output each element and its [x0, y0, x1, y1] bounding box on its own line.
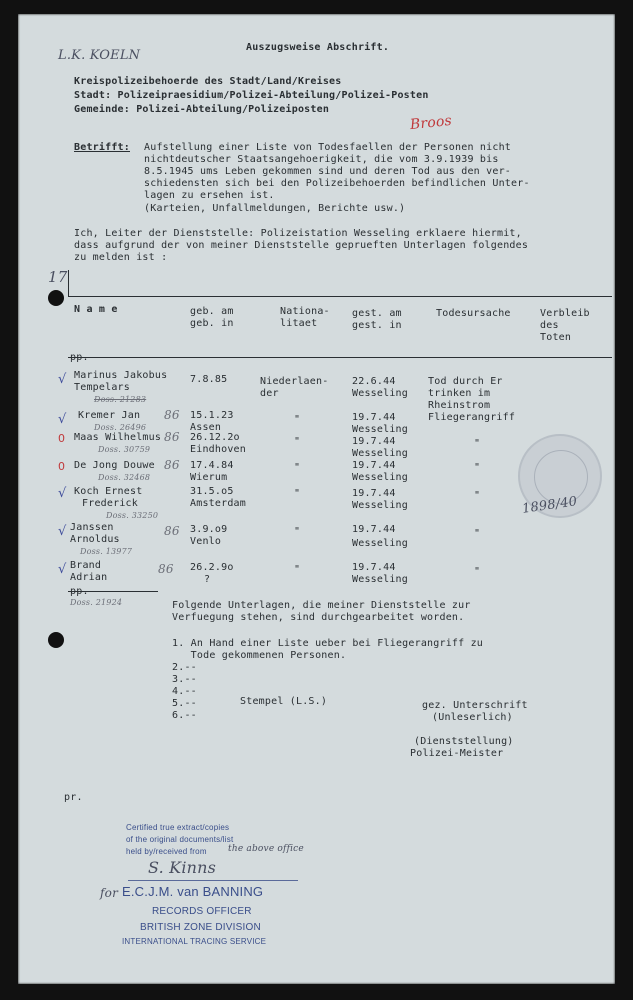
- red-note: Broos: [409, 112, 453, 134]
- intro-line-3: zu melden ist :: [74, 252, 168, 263]
- col-died-2: gest. in: [352, 320, 402, 331]
- row-6-death-place: Wesseling: [352, 538, 408, 549]
- intro-line-1: Ich, Leiter der Dienststelle: Polizeistation Wesseling erklaere hiermit,: [74, 228, 522, 239]
- betrifft-line-3: 8.5.1945 ums Leben gekommen sind und deren Tod aus den ver-: [144, 166, 512, 177]
- row-3-pencil: Doss. 30759: [98, 445, 151, 454]
- signature-scrawl: S. Kinns: [148, 858, 217, 877]
- betrifft-label: Betrifft:: [74, 142, 130, 153]
- row-5-mark: √: [58, 486, 67, 501]
- row-7-mark: √: [58, 562, 67, 577]
- col-name: N a m e: [74, 304, 118, 315]
- row-3-name-1: Maas Wilhelmus: [74, 432, 162, 443]
- signatory-org: INTERNATIONAL TRACING SERVICE: [122, 937, 267, 946]
- archive-number: 1898/40: [521, 494, 579, 517]
- table-bottom-rule: [68, 591, 158, 592]
- doc-list-1: 1. An Hand einer Liste ueber bei Fliegerangriff zu: [172, 638, 484, 649]
- table-left-rule: [68, 270, 69, 296]
- row-2-mark: √: [58, 412, 67, 427]
- col-cause: Todesursache: [436, 308, 511, 319]
- row-4-born-date: 17.4.84: [190, 460, 234, 471]
- signatory-name: E.C.J.M. van BANNING: [122, 884, 264, 899]
- row-5-name-2: Frederick: [82, 498, 138, 509]
- row-1-cause-1: Tod durch Er: [428, 376, 503, 387]
- row-4-mark: 0: [58, 460, 65, 473]
- row-7-note: 86: [158, 562, 174, 576]
- documents-line-1: Folgende Unterlagen, die meiner Dienststelle zur: [172, 600, 471, 611]
- row-7-death-date: 19.7.44: [352, 562, 396, 573]
- documents-line-2: Verfuegung stehen, sind durchgearbeitet worden.: [172, 612, 465, 623]
- signatory-division: BRITISH ZONE DIVISION: [140, 922, 261, 933]
- row-2-name-1: Kremer Jan: [78, 410, 141, 421]
- office-label: (Dienststellung): [414, 736, 514, 747]
- row-6-note: 86: [164, 524, 180, 538]
- row-7-name-2: Adrian: [70, 572, 108, 583]
- row-3-death-place: Wesseling: [352, 448, 408, 459]
- certified-line-1: Certified true extract/copies: [126, 823, 230, 832]
- col-born-2: geb. in: [190, 318, 234, 329]
- row-3-nation: ": [294, 436, 301, 447]
- document-title: Auszugsweise Abschrift.: [246, 42, 390, 53]
- row-3-cause: ": [474, 438, 481, 449]
- punch-hole-top: [48, 290, 64, 306]
- row-6-cause: ": [474, 528, 481, 539]
- doc-list-2: Tode gekommenen Personen.: [172, 650, 347, 661]
- signatory-prefix: for: [100, 886, 119, 900]
- row-6-death-date: 19.7.44: [352, 524, 396, 535]
- signature-rule: [128, 880, 298, 881]
- row-1-name-1: Marinus Jakobus: [74, 370, 168, 381]
- row-5-nation: ": [294, 488, 301, 499]
- row-3-note: 86: [164, 430, 180, 444]
- row-3-born-date: 26.12.2o: [190, 432, 240, 443]
- row-4-death-date: 19.7.44: [352, 460, 396, 471]
- row-4-note: 86: [164, 458, 180, 472]
- col-remains-1: Verbleib: [540, 308, 590, 319]
- row-1-pencil: Doss. 21283: [94, 395, 147, 404]
- header-bottom-rule: [68, 357, 612, 358]
- row-5-name-1: Koch Ernest: [74, 486, 143, 497]
- row-5-death-place: Wesseling: [352, 500, 408, 511]
- margin-note: L.K. KOELN: [58, 48, 141, 63]
- row-4-death-place: Wesseling: [352, 472, 408, 483]
- row-1-cause-2: trinken im: [428, 388, 491, 399]
- row-4-name-1: De Jong Douwe: [74, 460, 155, 471]
- row-7-born-date: 26.2.9o: [190, 562, 234, 573]
- row-7-cause: ": [474, 566, 481, 577]
- header-line-3: Gemeinde: Polizei-Abteilung/Polizeiposten: [74, 104, 330, 115]
- doc-list-7: 6.--: [172, 710, 197, 721]
- row-5-death-date: 19.7.44: [352, 488, 396, 499]
- signature-note: (Unleserlich): [432, 712, 513, 723]
- row-1-death-place: Wesseling: [352, 388, 408, 399]
- row-6-name-1: Janssen: [70, 522, 114, 533]
- row-2-cause: Fliegerangriff: [428, 412, 516, 423]
- row-5-born-date: 31.5.o5: [190, 486, 234, 497]
- row-3-death-date: 19.7.44: [352, 436, 396, 447]
- row-6-mark: √: [58, 524, 67, 539]
- table-top-rule: [68, 296, 612, 297]
- row-1-nation-1: Niederlaen-: [260, 376, 329, 387]
- row-6-name-2: Arnoldus: [70, 534, 120, 545]
- row-7-born-place: ?: [204, 574, 211, 585]
- row-7-nation: ": [294, 564, 301, 575]
- betrifft-line-5: lagen zu ersehen ist.: [144, 190, 275, 201]
- document-page: [18, 14, 615, 984]
- col-died-1: gest. am: [352, 308, 402, 319]
- certified-line-3: held by/received from: [126, 847, 207, 856]
- doc-list-4: 3.--: [172, 674, 197, 685]
- row-1-death-date: 22.6.44: [352, 376, 396, 387]
- count-mark: 17: [48, 268, 68, 286]
- office-value: Polizei-Meister: [410, 748, 504, 759]
- row-1-mark: √: [58, 372, 67, 387]
- col-nation-2: litaet: [280, 318, 318, 329]
- doc-list-3: 2.--: [172, 662, 197, 673]
- row-2-pencil: Doss. 26496: [94, 423, 147, 432]
- row-1-cause-3: Rheinstrom: [428, 400, 491, 411]
- signature-label: gez. Unterschrift: [422, 700, 528, 711]
- row-4-nation: ": [294, 462, 301, 473]
- header-line-2: Stadt: Polizeipraesidium/Polizei-Abteilung/Polizei-Posten: [74, 90, 429, 101]
- signatory-title: RECORDS OFFICER: [152, 906, 252, 917]
- certified-handwritten: the above office: [228, 844, 304, 854]
- betrifft-line-4: schiedensten sich bei den Polizeibehoerden befindlichen Unter-: [144, 178, 530, 189]
- betrifft-line-6: (Karteien, Unfallmeldungen, Berichte usw.): [144, 203, 406, 214]
- col-nation-1: Nationa-: [280, 306, 330, 317]
- row-3-mark: 0: [58, 432, 65, 445]
- pp-top: pp.: [70, 352, 89, 363]
- intro-line-2: dass aufgrund der von meiner Dienststelle geprueften Unterlagen folgendes: [74, 240, 529, 251]
- row-4-born-place: Wierum: [190, 472, 228, 483]
- header-line-1: Kreispolizeibehoerde des Stadt/Land/Kreises: [74, 76, 342, 87]
- row-1-born-date: 7.8.85: [190, 374, 228, 385]
- row-6-nation: ": [294, 526, 301, 537]
- row-1-name-2: Tempelars: [74, 382, 130, 393]
- certified-line-2: of the original documents/list: [126, 835, 234, 844]
- row-5-cause: ": [474, 490, 481, 501]
- row-2-note: 86: [164, 408, 180, 422]
- betrifft-line-1: Aufstellung einer Liste von Todesfaellen der Personen nicht: [144, 142, 512, 153]
- col-born-1: geb. am: [190, 306, 234, 317]
- row-7-death-place: Wesseling: [352, 574, 408, 585]
- row-3-born-place: Eindhoven: [190, 444, 246, 455]
- row-4-pencil: Doss. 32468: [98, 473, 151, 482]
- row-5-born-place: Amsterdam: [190, 498, 246, 509]
- row-2-born-date: 15.1.23: [190, 410, 234, 421]
- doc-list-5: 4.--: [172, 686, 197, 697]
- row-2-death-place: Wesseling: [352, 424, 408, 435]
- row-6-born-place: Venlo: [190, 536, 222, 547]
- punch-hole-bottom: [48, 632, 64, 648]
- stamp-label: Stempel (L.S.): [240, 696, 328, 707]
- betrifft-line-2: nichtdeutscher Staatsangehoerigkeit, die vom 3.9.1939 bis: [144, 154, 499, 165]
- row-5-pencil: Doss. 33250: [106, 511, 159, 520]
- row-4-cause: ": [474, 462, 481, 473]
- doc-list-6: 5.--: [172, 698, 197, 709]
- row-2-born-place: Assen: [190, 422, 222, 433]
- row-6-pencil: Doss. 13977: [80, 547, 133, 556]
- row-7-name-1: Brand: [70, 560, 102, 571]
- row-2-death-date: 19.7.44: [352, 412, 396, 423]
- row-6-born-date: 3.9.o9: [190, 524, 228, 535]
- col-remains-2: des: [540, 320, 559, 331]
- row-7-pencil: Doss. 21924: [70, 598, 123, 607]
- pr-note: pr.: [64, 792, 83, 803]
- col-remains-3: Toten: [540, 332, 572, 343]
- row-1-nation-2: der: [260, 388, 279, 399]
- row-2-nation: ": [294, 414, 301, 425]
